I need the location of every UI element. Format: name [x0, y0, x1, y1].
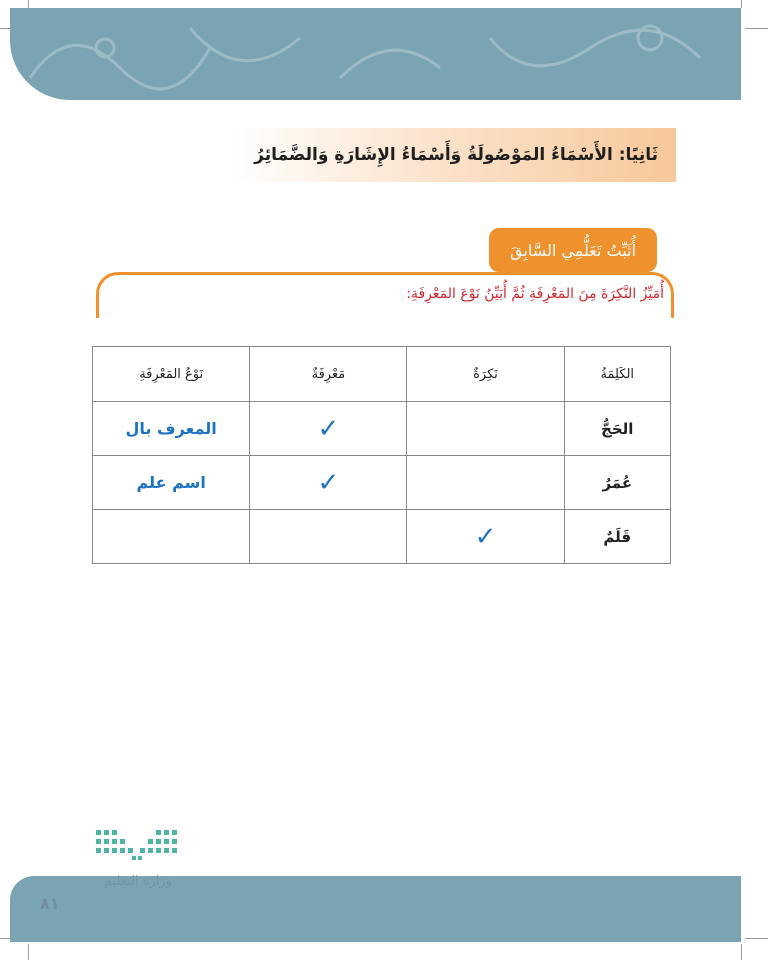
ministry-logo [48, 828, 188, 908]
crop-mark [745, 28, 768, 29]
word-cell: قَلَمٌ [603, 528, 632, 546]
header-band [10, 8, 741, 100]
ministry-logo-icon [94, 828, 184, 862]
section-title-bar [230, 128, 676, 182]
table-row [93, 402, 671, 456]
crop-mark [741, 0, 742, 8]
ministry-name: وزارة التعليم [104, 874, 173, 889]
word-cell: عُمَرُ [602, 474, 633, 492]
badge-label: أُثَبِّتُ تَعَلُّمِي السَّابِقَ [510, 240, 636, 260]
check-icon: ✓ [317, 413, 340, 444]
crop-mark [0, 938, 10, 939]
table-row [93, 510, 671, 564]
exercise-badge [489, 228, 657, 272]
exercise-instruction: أُمَيِّزُ النَّكِرَةَ مِنَ المَعْرِفَةِ ثُمَّ أُبَيِّنُ نَوْعَ المَعْرِفَةِ: [406, 286, 664, 302]
header-nakira: نَكِرَةٌ [407, 347, 564, 402]
check-icon: ✓ [474, 521, 497, 552]
crop-mark [28, 944, 29, 960]
header-maarifa-type: نَوْعُ المَعْرِفَةِ [93, 347, 250, 402]
calligraphy-pattern [10, 8, 741, 100]
crop-mark [745, 938, 768, 939]
maarifa-type-cell: المعرف بال [125, 419, 217, 438]
page-number: ٨١ [40, 894, 60, 913]
header-word: الكَلِمَةُ [564, 347, 670, 402]
exercise-table [92, 346, 671, 564]
check-icon: ✓ [317, 467, 340, 498]
maarifa-type-cell: اسم علم [136, 473, 206, 492]
table-row [93, 456, 671, 510]
table-header-row [93, 347, 671, 402]
section-title: ثَانِيًا: الأَسْمَاءُ المَوْصُولَةُ وَأَسْمَاءُ الإِشَارَةِ وَالضَّمَائِرُ [254, 145, 658, 165]
crop-mark [28, 0, 29, 8]
header-maarifa: مَعْرِفَةٌ [250, 347, 407, 402]
crop-mark [741, 944, 742, 960]
word-cell: الحَجُّ [601, 420, 634, 438]
crop-mark [0, 28, 10, 29]
